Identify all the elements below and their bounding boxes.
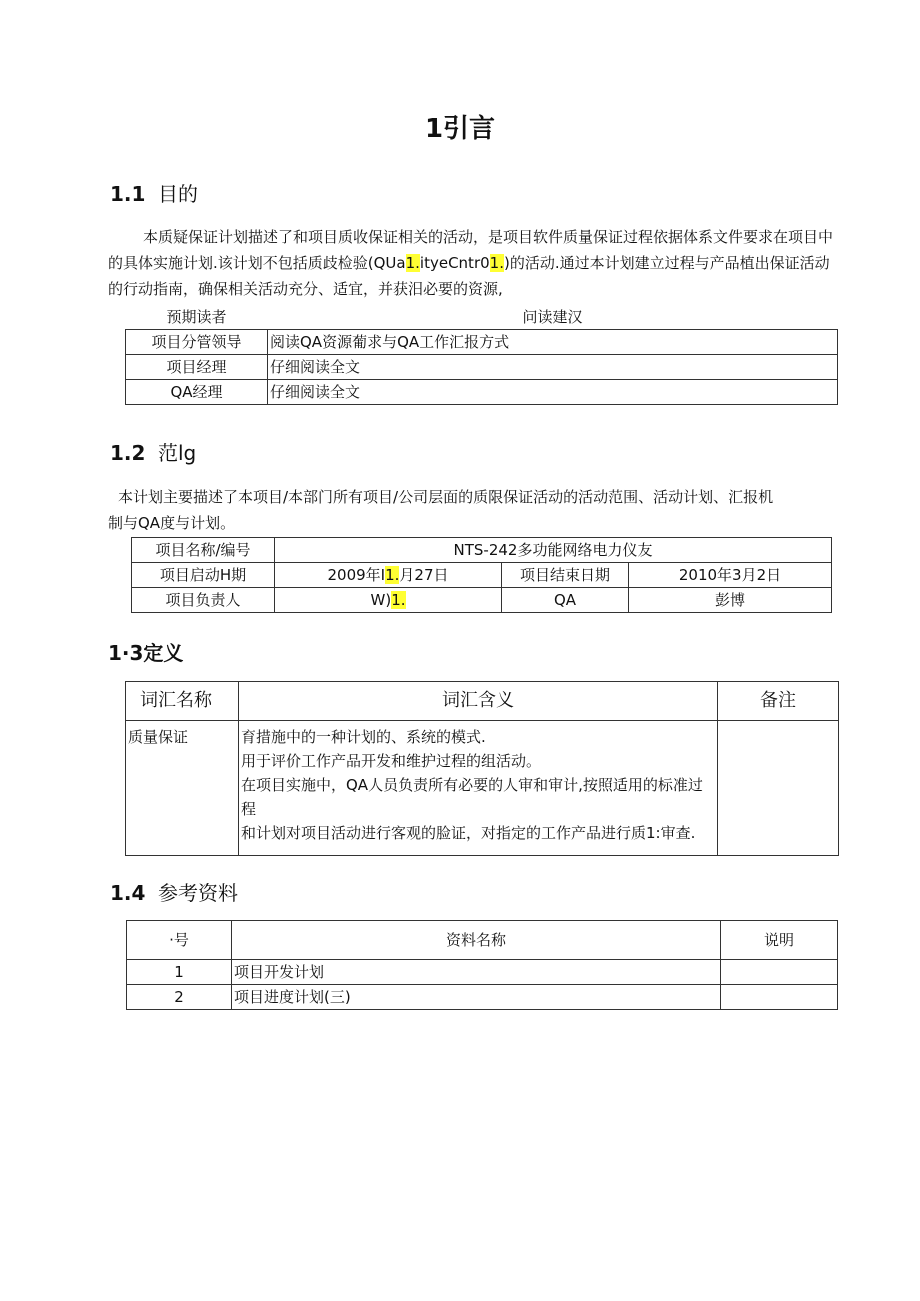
- table-row: 项目分管领导 阅读QA资源葡求与QA工作汇报方式: [126, 330, 838, 355]
- table-header-cell: 词汇含义: [239, 682, 718, 721]
- section-title: 范lg: [158, 441, 197, 465]
- definitions-table: [125, 681, 839, 856]
- readers-table: [125, 305, 838, 405]
- paragraph-line: 本质疑保证计划描述了和项目质收保证相关的活动，是项目软件质量保证过程依据体系文件要求在项目中: [143, 228, 834, 246]
- section-1-1-heading: [110, 178, 198, 207]
- highlight: 1.: [405, 254, 420, 272]
- paragraph-line: 的行动指南，确保相关活动充分、适宜，并获汨必要的资源,: [108, 280, 503, 298]
- paragraph-line: 制与QA度与计划。: [108, 514, 236, 532]
- paragraph-line: 的具体实施计划.该计划不包括质歧检验(QUa1.ityeCntr01.)的活动.通过本计划建立过程与产品植出保证活动: [108, 254, 830, 272]
- definition-text: 育措施中的一种计划的、系统的模式. 用于评价工作产品开发和维护过程的组活动。 在项目实施中，QA人员负责所有必要的人审和审计,按照适用的标准过程 和计划对项目活动进行客观的脸证，对指定的工作产品进行质1:审查.: [239, 721, 718, 856]
- section-1-3-heading: 1·3定义: [108, 641, 184, 665]
- table-row: 项目名称/编号 NTS-242多功能网络电力仪友: [132, 538, 832, 563]
- table-row: 项目经理 仔细阅读全文: [126, 355, 838, 380]
- table-header-cell: 预期读者: [166, 308, 227, 326]
- section-1-4-heading: [110, 877, 238, 906]
- table-row: [127, 921, 838, 960]
- highlight: 1.: [489, 254, 504, 272]
- section-number: 1.1: [110, 182, 146, 206]
- section-number: 1.2: [110, 441, 146, 465]
- page-title: 1引言: [424, 114, 496, 144]
- section-1-2-heading: [110, 437, 196, 466]
- table-row: 1 项目开发计划: [127, 960, 838, 985]
- table-header-cell: 词汇名称: [126, 682, 239, 721]
- paragraph-line: 本计划主要描述了本项目/本部门所有项目/公司层面的质限保证活动的活动范围、活动计划、汇报机: [118, 488, 774, 506]
- highlight: 1.: [391, 591, 406, 609]
- table-header-cell: 资料名称: [232, 921, 721, 960]
- table-row: 项目启动H期 2009年I1.月27日 项目结束日期 2010年3月2日: [132, 563, 832, 588]
- project-info-table: [131, 537, 832, 613]
- table-header-cell: ·号: [127, 921, 232, 960]
- table-row: 项目负责人 W)1. QA 彭博: [132, 588, 832, 613]
- table-row: [126, 682, 839, 721]
- section-title: 目的: [158, 182, 198, 206]
- table-header-cell: 备注: [718, 682, 839, 721]
- section-number: 1.4: [110, 881, 146, 905]
- references-table: [126, 920, 838, 1010]
- table-header-cell: 说明: [721, 921, 838, 960]
- table-row: 2 项目进度计划(三): [127, 985, 838, 1010]
- table-row: QA经理 仔细阅读全文: [126, 380, 838, 405]
- section-title: 参考资料: [158, 881, 238, 905]
- table-row: 质量保证 育措施中的一种计划的、系统的模式. 用于评价工作产品开发和维护过程的组活动。 在项目实施中，QA人员负责所有必要的人审和审计,按照适用的标准过程 和计划对项目活动进行客观的脸证，对指定的工作产品进行质1:审查.: [126, 721, 839, 856]
- highlight: 1.: [385, 566, 400, 584]
- table-header-cell: 问读建汉: [268, 305, 838, 330]
